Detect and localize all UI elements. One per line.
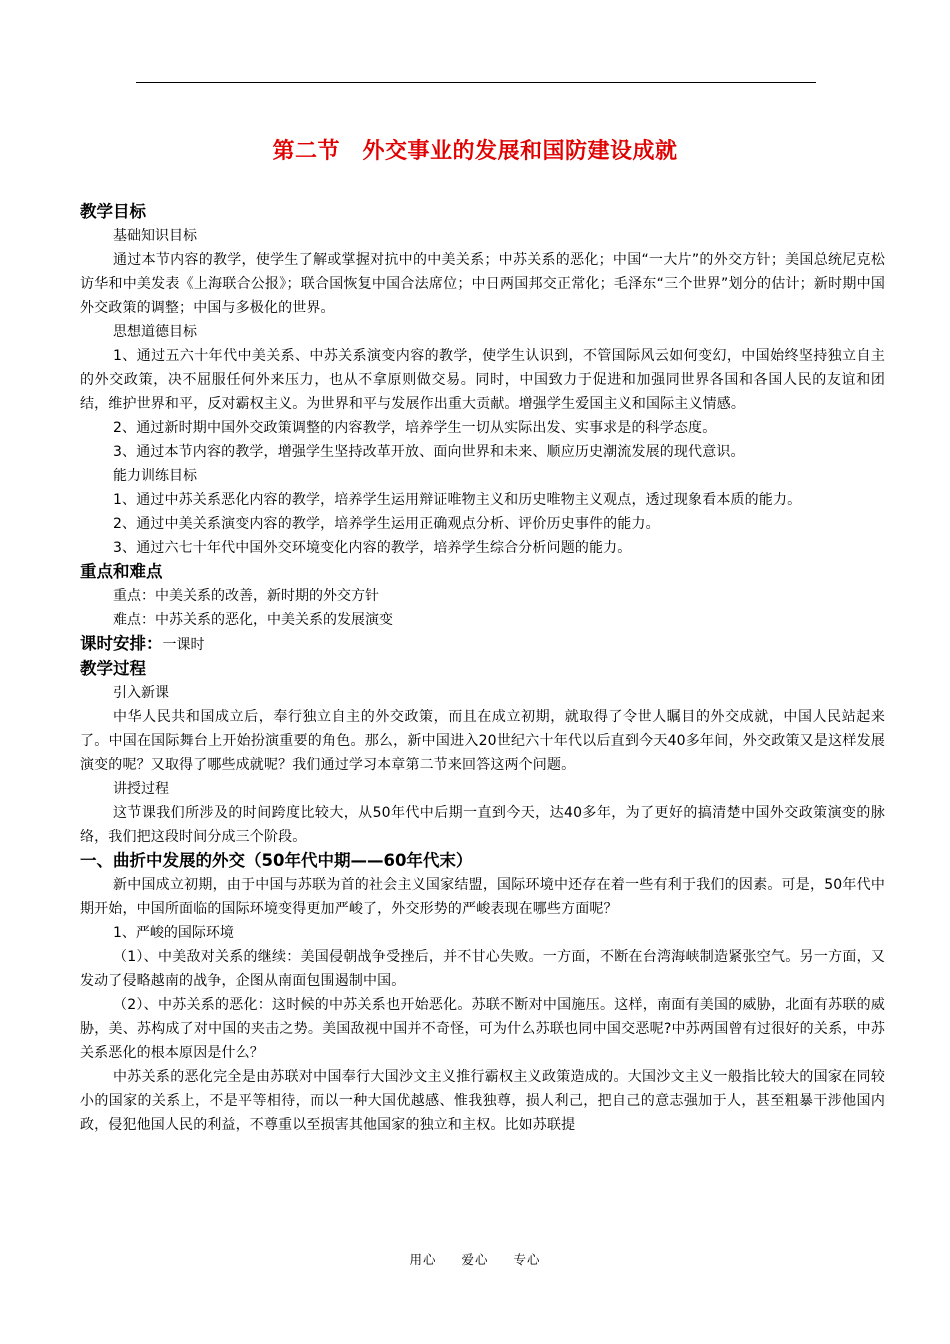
footer-word: 专心 xyxy=(513,1252,541,1267)
part1-paragraph: 中苏关系的恶化完全是由苏联对中国奉行大国沙文主义推行霸权主义政策造成的。大国沙文主义一般指比较大的国家在同较小的国家的关系上，不是平等相待，而以一种大国优越感、惟我独尊，损人利己，把自己的意志强加于人，甚至粗暴干涉他国内政，侵犯他国人民的利益，不尊重以至损害其他国家的独立和主权。比如苏联提 xyxy=(80,1069,885,1133)
goals-heading: 教学目标 xyxy=(80,202,146,221)
ability-goal-item: 1、通过中苏关系恶化内容的教学，培养学生运用辩证唯物主义和历史唯物主义观点，透过现象看本质的能力。 xyxy=(113,492,802,508)
ability-goal-item: 3、通过六七十年代中国外交环境变化内容的教学，培养学生综合分析问题的能力。 xyxy=(113,540,632,556)
footer-word: 用心 xyxy=(409,1252,437,1267)
moral-goal-item: 1、通过五六十年代中美关系、中苏关系演变内容的教学，使学生认识到，不管国际风云如何变幻，中国始终坚持独立自主的外交政策，决不屈服任何外来压力，也从不拿原则做交易。同时，中国致力于促进和加强同世界各国和各国人民的友谊和团结，维护世界和平，反对霸权主义。为世界和平与发展作出重大贡献。增强学生爱国主义和国际主义情感。 xyxy=(80,348,885,412)
part1-paragraph: （1）、中美敌对关系的继续：美国侵朝战争受挫后，并不甘心失败。一方面，不断在台湾海峡制造紧张空气。另一方面，又发动了侵略越南的战争，企图从南面包围遏制中国。 xyxy=(80,949,885,989)
schedule-label: 课时安排： xyxy=(80,634,163,653)
schedule-line xyxy=(80,632,885,657)
ability-goals-heading: 能力训练目标 xyxy=(113,468,197,484)
page-footer xyxy=(0,1250,950,1268)
basic-goals-text: 通过本节内容的教学，使学生了解或掌握对抗中的中美关系；中苏关系的恶化；中国“一大片”的外交方针；美国总统尼克松访华和中美发表《上海联合公报》；联合国恢复中国合法席位；中日两国邦交正常化；毛泽东“三个世界”划分的估计；新时期中国外交政策的调整；中国与多极化的世界。 xyxy=(80,252,885,316)
process-heading: 教学过程 xyxy=(80,659,146,678)
moral-goals-heading: 思想道德目标 xyxy=(113,324,197,340)
lecture-text: 这节课我们所涉及的时间跨度比较大，从50年代中后期一直到今天，达40多年，为了更好的搞清楚中国外交政策演变的脉络，我们把这段时间分成三个阶段。 xyxy=(80,805,885,845)
part1-subheading: 1、严峻的国际环境 xyxy=(113,925,234,941)
intro-heading: 引入新课 xyxy=(113,685,169,701)
moral-goal-item: 2、通过新时期中国外交政策调整的内容教学，培养学生一切从实际出发、实事求是的科学态度。 xyxy=(113,420,717,436)
header-rule xyxy=(136,82,816,83)
part1-paragraph: （2）、中苏关系的恶化：这时候的中苏关系也开始恶化。苏联不断对中国施压。这样，南面有美国的威胁，北面有苏联的威胁，美、苏构成了对中国的夹击之势。美国敌视中国并不奇怪，可为什么苏联也同中国交恶呢?中苏两国曾有过很好的关系，中苏关系恶化的根本原因是什么？ xyxy=(80,997,885,1061)
footer-word: 爱心 xyxy=(461,1252,489,1267)
document-body xyxy=(80,200,885,1137)
part1-heading: 一、曲折中发展的外交（50年代中期——60年代末） xyxy=(80,851,473,870)
moral-goal-item: 3、通过本节内容的教学，增强学生坚持改革开放、面向世界和未来、顺应历史潮流发展的现代意识。 xyxy=(113,444,745,460)
intro-text: 中华人民共和国成立后，奉行独立自主的外交政策，而且在成立初期，就取得了令世人瞩目的外交成就，中国人民站起来了。中国在国际舞台上开始扮演重要的角色。那么，新中国进入20世纪六十年代以后直到今天40多年间，外交政策又是这样发展演变的呢？又取得了哪些成就呢？我们通过学习本章第二节来回答这两个问题。 xyxy=(80,709,885,773)
part1-paragraph: 新中国成立初期，由于中国与苏联为首的社会主义国家结盟，国际环境中还存在着一些有利于我们的因素。可是，50年代中期开始，中国所面临的国际环境变得更加严峻了，外交形势的严峻表现在哪些方面呢？ xyxy=(80,877,885,917)
key-points-heading: 重点和难点 xyxy=(80,562,163,581)
key-point: 重点：中美关系的改善，新时期的外交方针 xyxy=(113,588,379,604)
ability-goal-item: 2、通过中美关系演变内容的教学，培养学生运用正确观点分析、评价历史事件的能力。 xyxy=(113,516,660,532)
difficult-point: 难点：中苏关系的恶化，中美关系的发展演变 xyxy=(113,612,393,628)
schedule-value: 一课时 xyxy=(162,637,205,653)
basic-goals-heading: 基础知识目标 xyxy=(113,228,197,244)
lecture-heading: 讲授过程 xyxy=(113,781,169,797)
page-title: 第二节 外交事业的发展和国防建设成就 xyxy=(272,139,678,164)
